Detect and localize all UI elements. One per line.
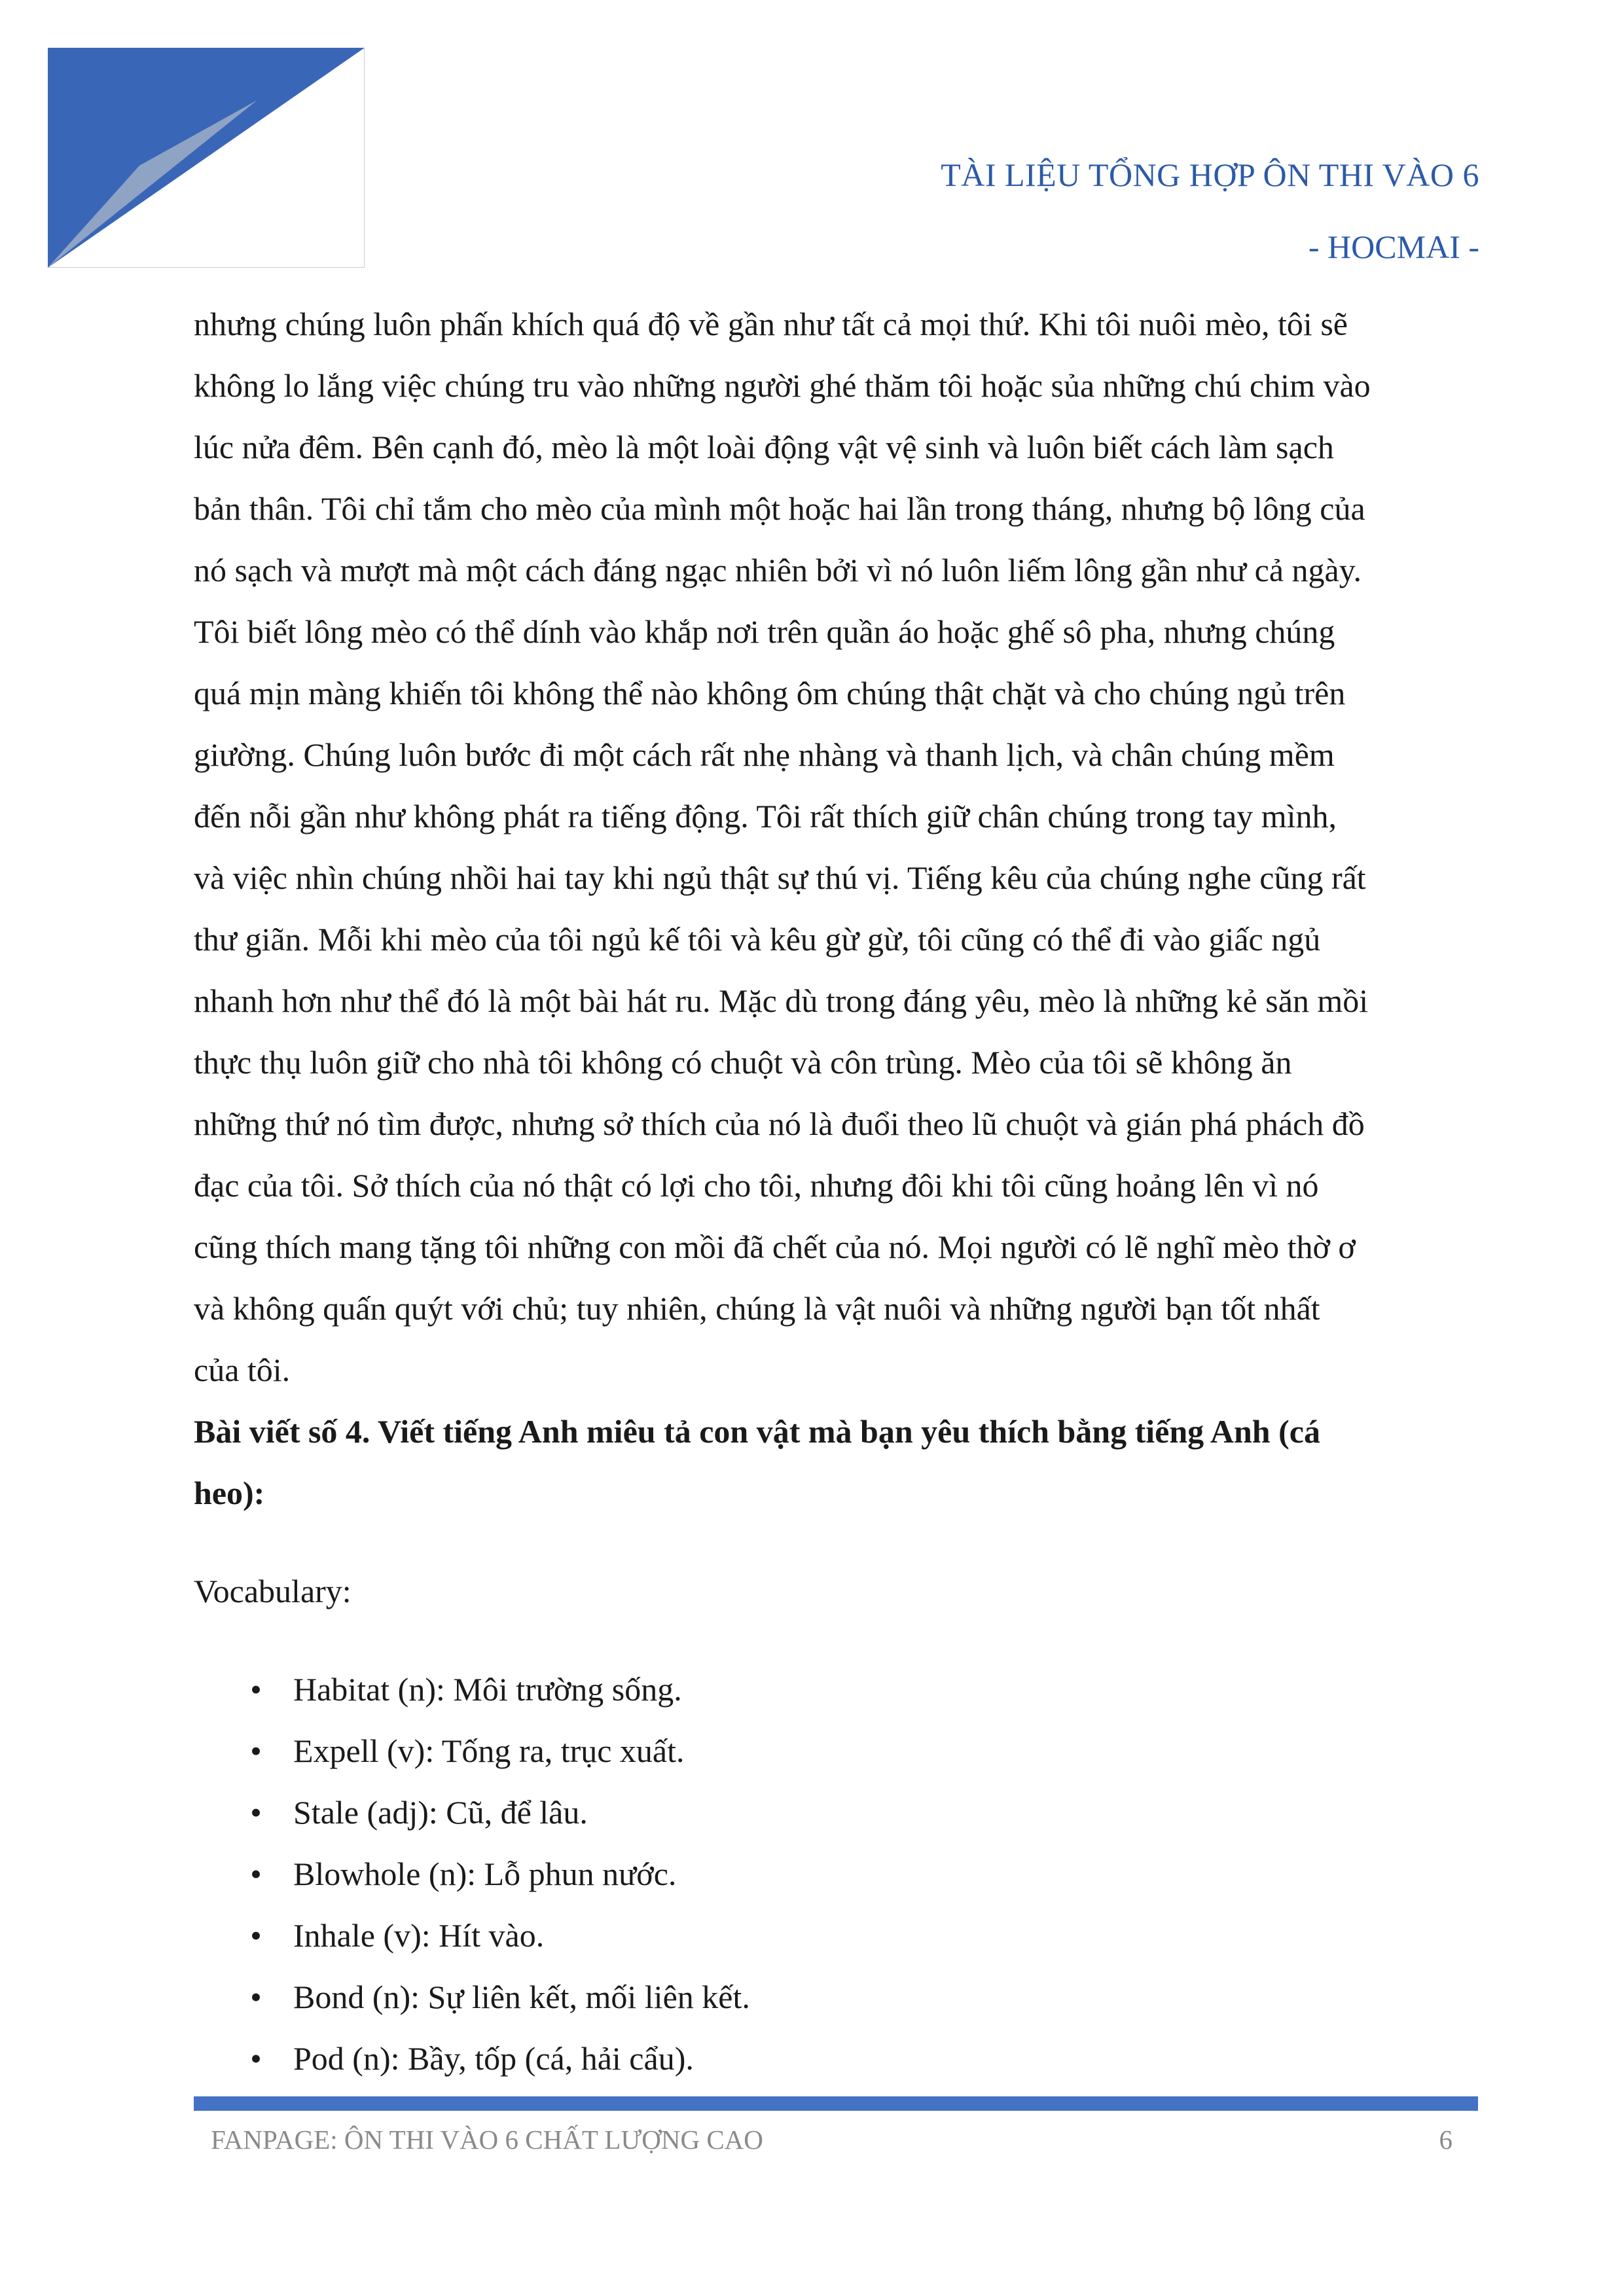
footer-divider	[194, 2096, 1478, 2111]
paragraph-line: không lo lắng việc chúng tru vào những người ghé thăm tôi hoặc sủa những chú chim vào	[194, 367, 1371, 404]
vocab-text: Blowhole (n): Lỗ phun nước.	[293, 1856, 677, 1892]
list-item	[194, 1905, 1478, 1966]
paragraph-line: và không quấn quýt với chủ; tuy nhiên, chúng là vật nuôi và những người bạn tốt nhất	[194, 1290, 1320, 1327]
bullet-icon: •	[250, 1917, 262, 1954]
vocab-text: Pod (n): Bầy, tốp (cá, hải cẩu).	[293, 2040, 694, 2077]
list-item	[194, 1843, 1478, 1905]
vocab-text: Stale (adj): Cũ, để lâu.	[293, 1794, 588, 1831]
vocab-text: Habitat (n): Môi trường sống.	[293, 1671, 682, 1708]
hocmai-logo	[48, 48, 365, 268]
paragraph-line: Tôi biết lông mèo có thể dính vào khắp nơi trên quần áo hoặc ghế sô pha, nhưng chúng	[194, 613, 1335, 650]
bullet-icon: •	[250, 2040, 262, 2077]
heading-line: heo):	[194, 1475, 265, 1511]
header-title: TÀI LIỆU TỔNG HỢP ÔN THI VÀO 6	[941, 156, 1479, 193]
paragraph-line: cũng thích mang tặng tôi những con mồi đã chết của nó. Mọi người có lẽ nghĩ mèo thờ ơ	[194, 1229, 1356, 1265]
paragraph-line: đạc của tôi. Sở thích của nó thật có lợi cho tôi, nhưng đôi khi tôi cũng hoảng lên vì nó	[194, 1167, 1319, 1204]
list-item	[194, 1966, 1478, 2028]
heading-line: Bài viết số 4. Viết tiếng Anh miêu tả con vật mà bạn yêu thích bằng tiếng Anh (cá	[194, 1413, 1320, 1450]
paragraph-line: lúc nửa đêm. Bên cạnh đó, mèo là một loài động vật vệ sinh và luôn biết cách làm sạch	[194, 429, 1334, 465]
footer-fanpage: FANPAGE: ÔN THI VÀO 6 CHẤT LƯỢNG CAO	[211, 2125, 763, 2155]
list-item	[194, 1659, 1478, 1720]
paragraph-line: bản thân. Tôi chỉ tắm cho mèo của mình một hoặc hai lần trong tháng, nhưng bộ lông của	[194, 490, 1365, 527]
paragraph-line: nhanh hơn như thể đó là một bài hát ru. Mặc dù trong đáng yêu, mèo là những kẻ săn mồi	[194, 982, 1369, 1019]
paragraph-line: thực thụ luôn giữ cho nhà tôi không có chuột và côn trùng. Mèo của tôi sẽ không ăn	[194, 1044, 1292, 1081]
page-number: 6	[1439, 2125, 1453, 2155]
vocabulary-list	[194, 1659, 1478, 2089]
paragraph-line: nhưng chúng luôn phấn khích quá độ về gần như tất cả mọi thứ. Khi tôi nuôi mèo, tôi sẽ	[194, 306, 1348, 342]
section-heading	[194, 1401, 1478, 1524]
bullet-icon: •	[250, 1732, 262, 1769]
page-content	[194, 293, 1478, 2089]
vocab-text: Expell (v): Tống ra, trục xuất.	[293, 1732, 685, 1769]
paragraph-line: thư giãn. Mỗi khi mèo của tôi ngủ kế tôi và kêu gừ gừ, tôi cũng có thể đi vào giấc ngủ	[194, 921, 1321, 958]
bullet-icon: •	[250, 1671, 262, 1708]
vocab-text: Bond (n): Sự liên kết, mối liên kết.	[293, 1979, 750, 2015]
header-subtitle: - HOCMAI -	[1308, 228, 1479, 265]
list-item	[194, 1720, 1478, 1782]
paragraph-line: đến nỗi gần như không phát ra tiếng động. Tôi rất thích giữ chân chúng trong tay mình,	[194, 798, 1337, 834]
vocabulary-label: Vocabulary:	[194, 1573, 352, 1609]
paragraph-line: quá mịn màng khiến tôi không thể nào không ôm chúng thật chặt và cho chúng ngủ trên	[194, 675, 1346, 711]
paragraph-line: nó sạch và mượt mà một cách đáng ngạc nhiên bởi vì nó luôn liếm lông gần như cả ngày.	[194, 552, 1362, 588]
list-item	[194, 2028, 1478, 2089]
bullet-icon: •	[250, 1856, 262, 1892]
paragraph-line: những thứ nó tìm được, nhưng sở thích của nó là đuổi theo lũ chuột và gián phá phách đồ	[194, 1105, 1365, 1142]
bullet-icon: •	[250, 1979, 262, 2015]
list-item	[194, 1782, 1478, 1843]
paragraph-line: và việc nhìn chúng nhồi hai tay khi ngủ thật sự thú vị. Tiếng kêu của chúng nghe cũng rất	[194, 859, 1366, 896]
vocab-text: Inhale (v): Hít vào.	[293, 1917, 545, 1954]
paragraph-line: của tôi.	[194, 1352, 291, 1388]
paragraph-line: giường. Chúng luôn bước đi một cách rất nhẹ nhàng và thanh lịch, và chân chúng mềm	[194, 736, 1335, 773]
bullet-icon: •	[250, 1794, 262, 1831]
essay-paragraph	[194, 293, 1478, 1401]
